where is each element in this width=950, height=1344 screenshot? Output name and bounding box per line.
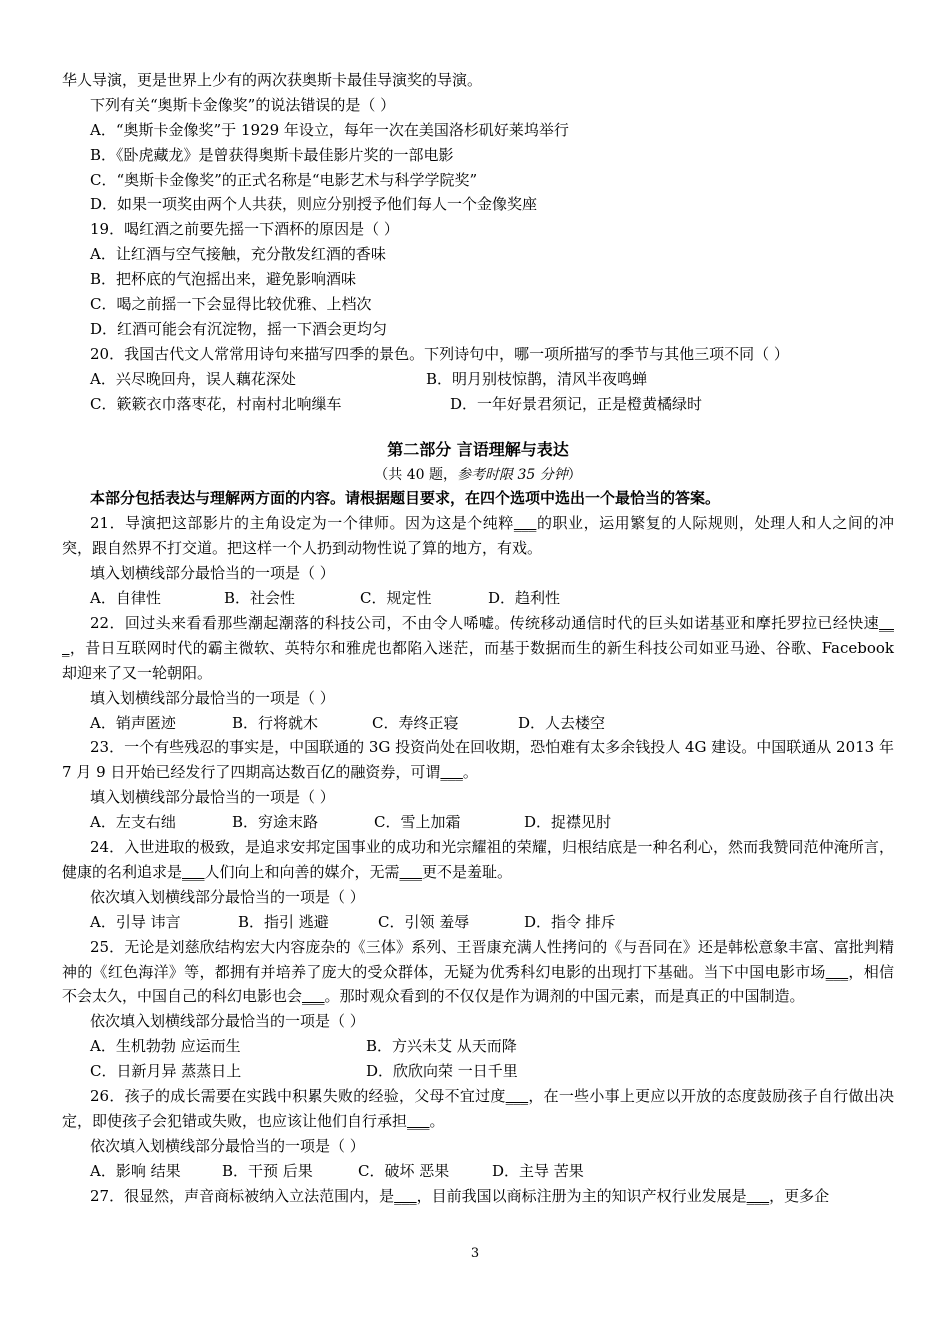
- q25-stem-part-3: 。那时观众看到的不仅仅是作为调剂的中国元素，而是真正的中国制造。: [324, 987, 805, 1006]
- q24-option-a: A．引导 讳言: [90, 912, 181, 931]
- q20-options-row-1: [62, 367, 894, 392]
- q23-stem-part-2: 。: [462, 763, 478, 782]
- q24-option-d: D．指令 排斥: [524, 912, 616, 931]
- q26-stem-part-1: 26．孩子的成长需要在实践中积累失败的经验，父母不宜过度: [90, 1087, 506, 1106]
- q22-option-a: A．销声匿迹: [90, 713, 176, 732]
- q21-stem: [62, 511, 894, 561]
- q26-prompt: 依次填入划横线部分最恰当的一项是（ ）: [90, 1136, 365, 1155]
- q24-stem-part-1: 24．入世进取的极致，是追求安邦定国事业的成功和光宗耀祖的荣耀，归根结底是一种名利心，然而我赞同范仲淹所言，健康的名利追求是: [62, 838, 894, 881]
- q24-blank-2: ___: [399, 862, 423, 881]
- q21-stem-part-2: 的职业，运用繁复的人际规则，处理人和人之间的冲突，跟自然界不打交道。把这样一个人扔到动物性说了算的地方，有戏。: [62, 514, 894, 558]
- q26-stem-part-3: 。: [429, 1111, 445, 1130]
- q24-prompt: 依次填入划横线部分最恰当的一项是（ ）: [90, 887, 365, 906]
- q23-option-d: D．捉襟见肘: [524, 813, 612, 832]
- q22-options: [62, 711, 894, 736]
- q26-options: [62, 1159, 894, 1184]
- q25-blank-2: ___: [302, 987, 325, 1006]
- q25-blank-1: ___: [825, 962, 849, 981]
- q26-option-d: D．主导 苦果: [492, 1161, 584, 1180]
- q23-stem-part-1: 23．一个有些残忍的事实是，中国联通的 3G 投资尚处在回收期，恐怕难有太多余钱投人 4G 建设。中国联通从 2013 年 7 月 9 日开始已经发行了四期高达数百亿的融资券，可谓: [62, 738, 894, 782]
- q18-option-c: C．“奥斯卡金像奖”的正式名称是“电影艺术与科学学院奖”: [90, 170, 478, 189]
- q22-stem-part-2: ，昔日互联网时代的霸主微软、英特尔和雅虎也都陷入迷茫，而基于数据而生的新生科技公司如亚马逊、谷歌、Facebook 却迎来了又一轮朝阳。: [62, 638, 894, 682]
- section-subtitle-count: （共 40 题，: [374, 467, 457, 484]
- section-title: 第二部分 言语理解与表达: [387, 440, 569, 460]
- q22-prompt: 填入划横线部分最恰当的一项是（ ）: [90, 688, 335, 707]
- q18-option-a: A．“奥斯卡金像奖”于 1929 年设立，每年一次在美国洛杉矶好莱坞举行: [90, 120, 569, 139]
- q22-option-c: C．寿终正寝: [372, 713, 459, 732]
- q18-prompt: 下列有关“奥斯卡金像奖”的说法错误的是（ ）: [90, 95, 396, 114]
- q25-prompt: 依次填入划横线部分最恰当的一项是（ ）: [90, 1012, 365, 1031]
- q25-stem-part-1: 25．无论是刘慈欣结构宏大内容庞杂的《三体》系列、王晋康充满人性拷问的《与吾同在》还是韩松意象丰富、富批判精神的《红色海洋》等，都拥有并培养了庞大的受众群体，无疑为优秀科幻电影的出现打下基础。当下中国电影市场: [62, 937, 894, 981]
- q18-option-d: D．如果一项奖由两个人共获，则应分别授予他们每人一个金像奖座: [90, 195, 538, 214]
- q20-stem: 20．我国古代文人常常用诗句来描写四季的景色。下列诗句中，哪一项所描写的季节与其他三项不同（ ）: [90, 344, 789, 363]
- q22-stem: [62, 611, 894, 686]
- q26-option-a: A．影响 结果: [90, 1161, 181, 1180]
- section-subtitle-close: ）: [567, 467, 582, 484]
- q23-option-b: B．穷途末路: [232, 813, 319, 832]
- q24-stem-part-3: 更不是羞耻。: [422, 862, 513, 881]
- q24-option-b: B．指引 逃避: [238, 912, 329, 931]
- q27-blank-2: ___: [746, 1186, 770, 1205]
- section-instruction: 本部分包括表达与理解两方面的内容。请根据题目要求，在四个选项中选出一个最恰当的答案。: [90, 489, 721, 508]
- q27-stem: [62, 1184, 894, 1209]
- q22-blank: ___: [62, 613, 894, 657]
- q20-option-d: D．一年好景君须记，正是橙黄橘绿时: [450, 394, 703, 413]
- q24-stem: [62, 835, 894, 885]
- q21-prompt: 填入划横线部分最恰当的一项是（ ）: [90, 564, 335, 583]
- q24-stem-part-2: 人们向上和向善的媒介，无需: [204, 862, 400, 881]
- q21-option-a: A．自律性: [90, 589, 161, 608]
- q19-option-b: B．把杯底的气泡摇出来，避免影响酒味: [90, 270, 357, 289]
- page-number: 3: [470, 1246, 480, 1261]
- q19-option-a: A．让红酒与空气接触，充分散发红酒的香味: [90, 245, 386, 264]
- q21-blank: ___: [513, 514, 537, 533]
- q25-stem-part-2: ，相信不会太久，中国自己的科幻电影也会: [62, 962, 894, 1006]
- q25-option-b: B．方兴未艾 从天而降: [366, 1037, 517, 1056]
- q23-prompt: 填入划横线部分最恰当的一项是（ ）: [90, 788, 335, 807]
- q26-stem-part-2: ，在一些小事上更应以开放的态度鼓励孩子自行做出决定，即使孩子会犯错或失败，也应该让他们自行承担: [62, 1087, 894, 1130]
- q21-option-c: C．规定性: [360, 589, 432, 608]
- section-subtitle: [62, 464, 894, 486]
- q23-stem: [62, 735, 894, 785]
- q25-option-c: C．日新月异 蒸蒸日上: [90, 1062, 242, 1081]
- q22-stem-part-1: 22．回过头来看看那些潮起潮落的科技公司，不由令人唏嘘。传统移动通信时代的巨头如诺基亚和摩托罗拉已经快速: [90, 613, 879, 632]
- q25-options-row-2: [62, 1059, 894, 1084]
- q23-option-a: A．左支右绌: [90, 813, 176, 832]
- q19-stem: 19．喝红酒之前要先摇一下酒杯的原因是（ ）: [90, 220, 399, 239]
- q23-options: [62, 810, 894, 835]
- q26-option-b: B．干预 后果: [222, 1161, 313, 1180]
- q26-blank-2: ___: [407, 1111, 430, 1130]
- q25-stem: [62, 935, 894, 1010]
- q18-stem-continuation: 华人导演，更是世界上少有的两次获奥斯卡最佳导演奖的导演。: [62, 71, 483, 89]
- q20-option-a: A．兴尽晚回舟，误人藕花深处: [90, 369, 296, 388]
- page-content: [62, 68, 894, 1209]
- q24-option-c: C．引领 羞辱: [378, 912, 470, 931]
- q24-options: [62, 910, 894, 935]
- q27-stem-part-2: ，目前我国以商标注册为主的知识产权行业发展是: [416, 1186, 747, 1205]
- q25-option-d: D．欣欣向荣 一日千里: [366, 1062, 518, 1081]
- q27-blank-1: ___: [394, 1186, 417, 1205]
- q20-option-c: C．簌簌衣巾落枣花，村南村北响缫车: [90, 394, 342, 413]
- q21-options: [62, 586, 894, 611]
- q19-option-c: C．喝之前摇一下会显得比较优雅、上档次: [90, 295, 372, 314]
- q23-option-c: C．雪上加霜: [374, 813, 461, 832]
- q26-stem: [62, 1084, 894, 1134]
- q20-option-b: B．明月别枝惊鹊，清风半夜鸣蝉: [426, 369, 648, 388]
- q25-options-row-1: [62, 1034, 894, 1059]
- q27-stem-part-3: ，更多企: [769, 1186, 830, 1205]
- q20-options-row-2: [62, 392, 894, 417]
- q19-option-d: D．红酒可能会有沉淀物，摇一下酒会更均匀: [90, 319, 388, 338]
- q24-blank-1: ___: [182, 862, 205, 881]
- q23-blank: ___: [440, 763, 463, 782]
- q26-option-c: C．破坏 恶果: [358, 1161, 450, 1180]
- q21-option-d: D．趋利性: [488, 589, 561, 608]
- q27-stem-part-1: 27．很显然，声音商标被纳入立法范围内，是: [90, 1186, 395, 1205]
- q21-stem-part-1: 21．导演把这部影片的主角设定为一个律师。因为这是个纯粹: [90, 514, 514, 533]
- q21-option-b: B．社会性: [224, 589, 296, 608]
- q25-option-a: A．生机勃勃 应运而生: [90, 1037, 241, 1056]
- section-subtitle-time: 参考时限 35 分钟: [457, 467, 568, 484]
- q22-option-d: D．人去楼空: [518, 713, 606, 732]
- q18-option-b: B．《卧虎藏龙》是曾获得奥斯卡最佳影片奖的一部电影: [90, 145, 454, 164]
- q22-option-b: B．行将就木: [232, 713, 319, 732]
- q26-blank-1: ___: [505, 1087, 529, 1106]
